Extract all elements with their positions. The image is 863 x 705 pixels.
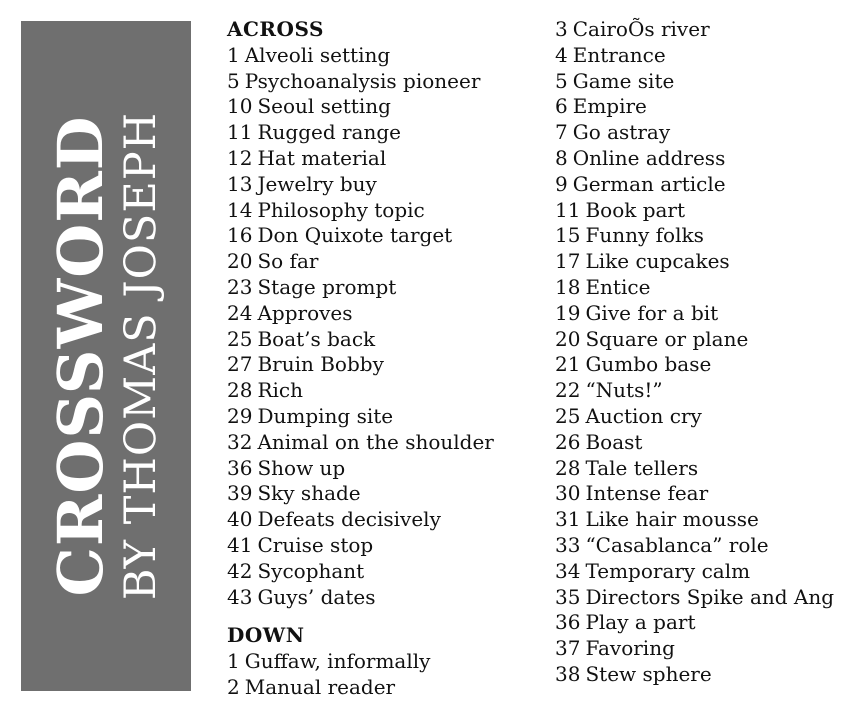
clue-item: [555, 249, 860, 275]
clue-number: 13: [227, 171, 253, 196]
clue-item: [555, 636, 860, 662]
clue-text: Guys’ dates: [257, 584, 376, 609]
clue-number: 8: [555, 145, 568, 170]
clue-item: [555, 404, 860, 430]
section-gap: [227, 610, 547, 623]
clue-text: Don Quixote target: [257, 223, 453, 248]
clue-number: 28: [555, 455, 581, 480]
banner-byline: BY THOMAS JOSEPH: [116, 111, 166, 601]
clue-text: Manual reader: [244, 674, 396, 699]
down-clue-list-part2: [555, 17, 860, 688]
clue-text: Empire: [572, 94, 647, 119]
clue-item: [227, 404, 547, 430]
clue-number: 11: [227, 120, 253, 145]
clue-item: [227, 456, 547, 482]
clue-number: 22: [555, 378, 581, 403]
clue-text: Guffaw, informally: [244, 649, 431, 674]
clue-item: [555, 481, 860, 507]
clue-number: 34: [555, 558, 581, 583]
clue-number: 1: [227, 42, 240, 67]
clue-number: 24: [227, 300, 253, 325]
clue-text: Online address: [572, 145, 726, 170]
clue-text: Intense fear: [585, 481, 709, 506]
clue-text: Favoring: [585, 636, 675, 661]
clue-item: [227, 223, 547, 249]
clue-number: 36: [555, 610, 581, 635]
clue-item: [227, 649, 547, 675]
clue-item: [555, 352, 860, 378]
clue-item: [227, 120, 547, 146]
clue-item: [227, 69, 547, 95]
clue-number: 43: [227, 584, 253, 609]
clue-item: [227, 533, 547, 559]
clue-item: [555, 17, 860, 43]
clue-number: 10: [227, 94, 253, 119]
clue-item: [227, 43, 547, 69]
clue-item: [227, 507, 547, 533]
clue-item: [227, 172, 547, 198]
clue-text: Stew sphere: [585, 661, 712, 686]
clue-item: [227, 559, 547, 585]
clue-item: [555, 223, 860, 249]
clue-item: [227, 94, 547, 120]
clue-text: Boast: [585, 429, 643, 454]
clue-number: 31: [555, 507, 581, 532]
clue-number: 38: [555, 661, 581, 686]
clue-item: [555, 533, 860, 559]
clue-text: Play a part: [585, 610, 696, 635]
clue-item: [227, 249, 547, 275]
clue-number: 9: [555, 171, 568, 196]
clue-item: [555, 120, 860, 146]
clue-text: Hat material: [257, 145, 387, 170]
clue-item: [555, 301, 860, 327]
clue-item: [227, 378, 547, 404]
clue-text: Sycophant: [257, 558, 365, 583]
clue-number: 20: [227, 249, 253, 274]
clue-item: [555, 662, 860, 688]
clue-number: 1: [227, 649, 240, 674]
clue-item: [555, 610, 860, 636]
clue-text: So far: [257, 249, 319, 274]
clue-number: 16: [227, 223, 253, 248]
clue-number: 23: [227, 274, 253, 299]
clue-item: [555, 146, 860, 172]
clue-text: Entice: [585, 274, 651, 299]
clue-number: 20: [555, 326, 581, 351]
clue-text: Temporary calm: [585, 558, 751, 583]
clue-item: [227, 352, 547, 378]
clue-text: Funny folks: [585, 223, 704, 248]
clue-text: Alveoli setting: [244, 42, 391, 67]
clue-number: 6: [555, 94, 568, 119]
clue-number: 29: [227, 403, 253, 428]
across-heading: ACROSS: [227, 17, 324, 41]
clue-item: [555, 198, 860, 224]
clue-text: Rich: [257, 378, 303, 403]
clue-number: 5: [555, 68, 568, 93]
clue-item: [227, 481, 547, 507]
clue-item: [227, 585, 547, 611]
clue-number: 11: [555, 197, 581, 222]
clues-right-column: [555, 17, 860, 688]
clue-number: 39: [227, 481, 253, 506]
clue-text: Book part: [585, 197, 686, 222]
clue-number: 12: [227, 145, 253, 170]
clue-item: [555, 327, 860, 353]
clue-number: 40: [227, 507, 253, 532]
clue-text: Approves: [257, 300, 353, 325]
clue-number: 37: [555, 636, 581, 661]
clue-number: 5: [227, 68, 240, 93]
clue-text: Psychoanalysis pioneer: [244, 68, 481, 93]
clue-item: [555, 378, 860, 404]
clue-text: Game site: [572, 68, 675, 93]
down-heading: DOWN: [227, 623, 305, 648]
clue-text: “Nuts!”: [585, 378, 663, 403]
banner-text-group: [21, 21, 191, 691]
clue-text: Philosophy topic: [257, 197, 425, 222]
down-clue-list-part1: [227, 649, 547, 701]
clue-number: 2: [227, 674, 240, 699]
clue-text: Jewelry buy: [257, 171, 377, 196]
clue-text: Directors Spike and Ang: [585, 584, 835, 609]
clue-number: 32: [227, 429, 253, 454]
clue-number: 30: [555, 481, 581, 506]
clue-item: [227, 301, 547, 327]
clue-text: Entrance: [572, 42, 666, 67]
clue-number: 25: [555, 403, 581, 428]
banner-title: CROSSWORD: [44, 115, 117, 597]
clue-number: 41: [227, 532, 253, 557]
clue-text: Defeats decisively: [257, 507, 441, 532]
clue-item: [555, 430, 860, 456]
clue-item: [227, 146, 547, 172]
clue-text: “Casablanca” role: [585, 532, 769, 557]
clue-item: [555, 559, 860, 585]
clue-number: 26: [555, 429, 581, 454]
clue-text: Gumbo base: [585, 352, 712, 377]
clue-number: 18: [555, 274, 581, 299]
clue-number: 27: [227, 352, 253, 377]
clue-text: Sky shade: [257, 481, 361, 506]
clue-text: German article: [572, 171, 726, 196]
clue-text: Rugged range: [257, 120, 401, 145]
across-clue-list: [227, 43, 547, 611]
clue-item: [555, 94, 860, 120]
clue-item: [227, 430, 547, 456]
clue-number: 21: [555, 352, 581, 377]
clue-number: 19: [555, 300, 581, 325]
clue-item: [227, 198, 547, 224]
clue-item: [555, 456, 860, 482]
clue-item: [555, 43, 860, 69]
clue-number: 42: [227, 558, 253, 583]
clue-text: Go astray: [572, 120, 671, 145]
clue-text: Give for a bit: [585, 300, 719, 325]
clue-number: 35: [555, 584, 581, 609]
clue-text: Dumping site: [257, 403, 394, 428]
clue-item: [555, 275, 860, 301]
clues-left-column: [227, 17, 547, 701]
clue-item: [227, 675, 547, 701]
clue-text: Show up: [257, 455, 346, 480]
crossword-banner: [21, 21, 191, 691]
clue-item: [555, 585, 860, 611]
clue-text: Like cupcakes: [585, 249, 730, 274]
clue-number: 17: [555, 249, 581, 274]
clue-text: Cruise stop: [257, 532, 374, 557]
clue-text: Boat’s back: [257, 326, 376, 351]
clue-number: 7: [555, 120, 568, 145]
clue-text: CairoÕs river: [572, 17, 710, 41]
clue-text: Bruin Bobby: [257, 352, 384, 377]
clue-number: 3: [555, 17, 568, 41]
clue-item: [227, 327, 547, 353]
clue-text: Seoul setting: [257, 94, 391, 119]
clue-text: Auction cry: [585, 403, 702, 428]
clue-number: 28: [227, 378, 253, 403]
clue-item: [555, 172, 860, 198]
clue-number: 36: [227, 455, 253, 480]
clue-item: [555, 507, 860, 533]
clue-text: Tale tellers: [585, 455, 699, 480]
clue-text: Stage prompt: [257, 274, 397, 299]
clue-item: [227, 275, 547, 301]
clue-text: Animal on the shoulder: [257, 429, 494, 454]
clue-item: [555, 69, 860, 95]
clue-number: 25: [227, 326, 253, 351]
clue-number: 15: [555, 223, 581, 248]
clue-number: 4: [555, 42, 568, 67]
clue-text: Like hair mousse: [585, 507, 759, 532]
clue-text: Square or plane: [585, 326, 749, 351]
clue-number: 14: [227, 197, 253, 222]
clue-number: 33: [555, 532, 581, 557]
